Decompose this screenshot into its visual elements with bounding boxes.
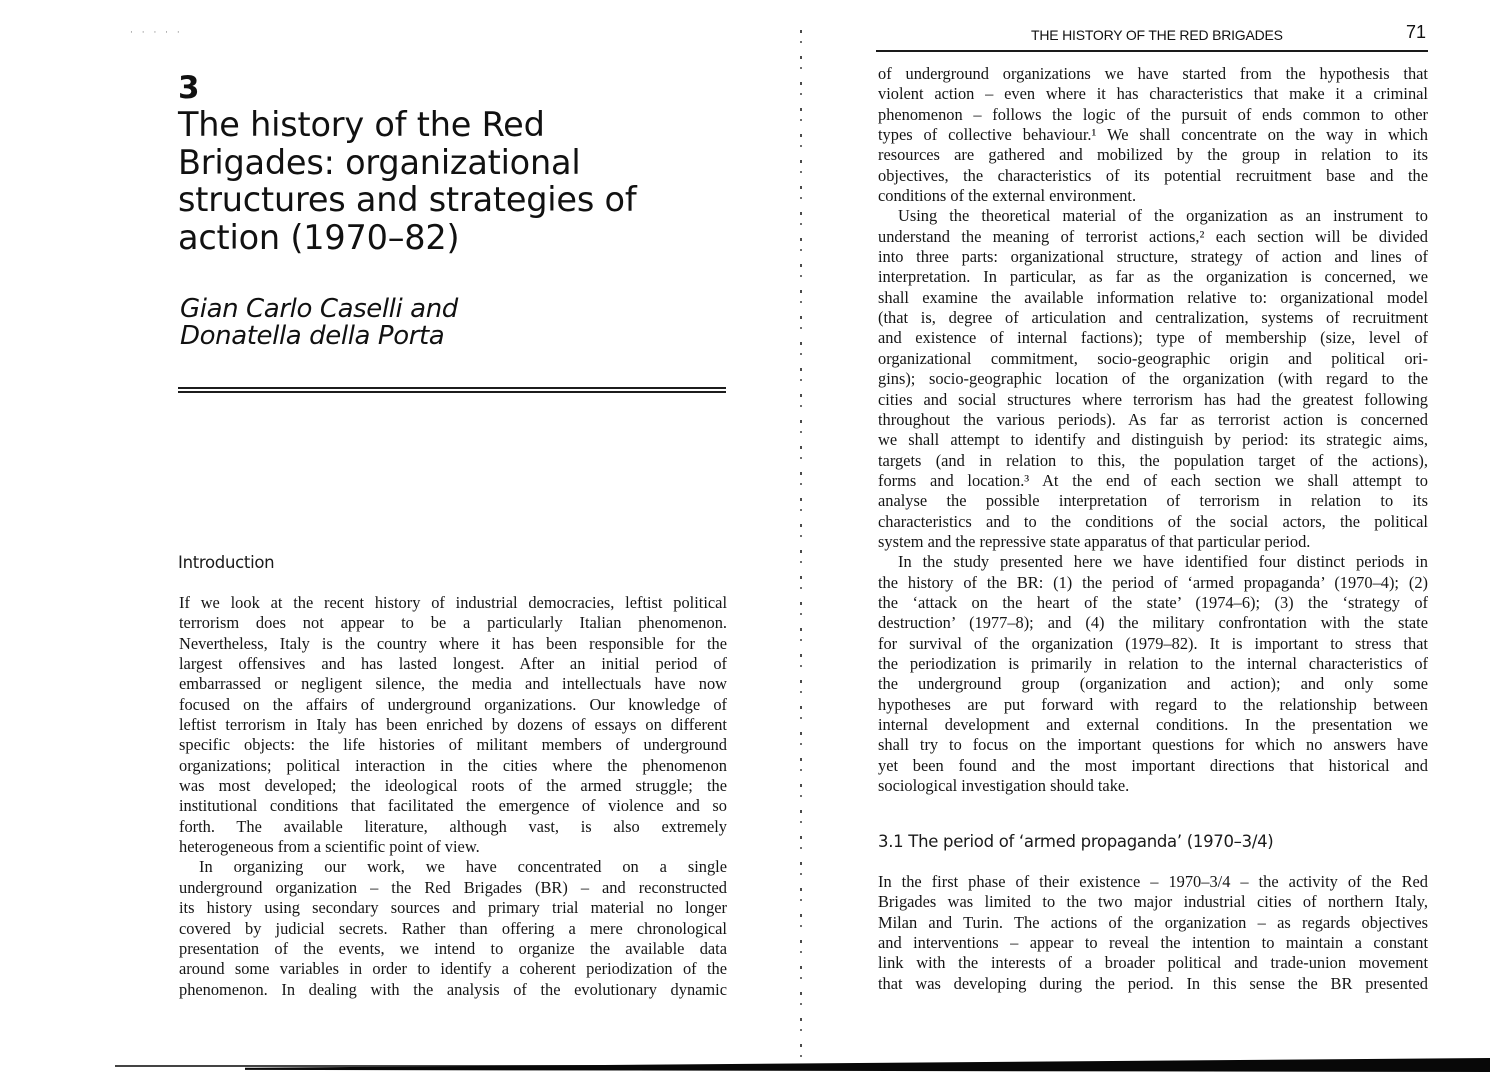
text-line: characteristics and to the conditions of the social actors, the political [878,511,1428,531]
text-line: of underground organizations we have started from the hypothesis that [878,64,1428,83]
text-line: underground organization – the Red Brigades (BR) – and reconstructed [179,877,727,897]
text-line: objectives, the characteristics of its potential recruitment base and the [878,165,1428,185]
text-line: around some variables in order to identify a coherent periodization of the [179,959,727,979]
text-line: Nevertheless, Italy is the country where it has been responsible for the [179,633,727,653]
text-line: embarrassed or negligent silence, the media and intellectuals have now [179,674,727,694]
chapter-title-line: structures and strategies of [178,180,637,219]
text-line: specific objects: the life histories of militant members of underground [179,735,727,755]
text-line: (that is, degree of articulation and centralization, systems of recruitment [878,308,1428,328]
right-page [800,0,1500,1090]
text-line: violent action – even where it has characteristics that make it a criminal [878,84,1428,104]
text-line: gins); socio-geographic location of the organization (with regard to the [878,369,1428,389]
text-line: its history using secondary sources and primary trial material no longer [179,898,727,918]
text-line: yet been found and the most important directions that historical and [878,755,1428,775]
section-heading-3-1: 3.1 The period of ‘armed propaganda’ (1970–3/4) [878,832,1274,851]
text-line: the ‘attack on the heart of the state’ (1974–6); (3) the ‘strategy of [878,592,1428,612]
text-line: institutional conditions that facilitated the emergence of violence and so [179,796,727,816]
text-line: cities and social structures where terrorism has had the greatest following [878,389,1428,409]
text-line: throughout the various periods). As far as terrorist action is concerned [878,409,1428,429]
text-line: leftist terrorism in Italy has been enriched by dozens of essays on different [179,715,727,735]
text-line: sociological investigation should take. [878,776,1130,796]
text-line: conditions of the external environment. [878,186,1137,206]
chapter-title-line: Brigades: organizational [178,142,581,182]
text-line: targets (and in relation to this, the population target of the actions), [878,450,1428,470]
right-body-text [878,64,1428,796]
section-heading-introduction: Introduction [178,553,275,572]
text-line: the history of the BR: (1) the period of ‘armed propaganda’ (1970–4); (2) [878,572,1428,592]
left-body-text [179,593,727,1000]
text-line: we shall attempt to identify and distinguish by period: its strategic aims, [878,430,1428,450]
title-double-rule [178,387,726,394]
page-number: 71 [1405,22,1426,42]
text-line: organizational commitment, socio-geographic origin and political ori- [878,348,1428,368]
chapter-number: 3 [178,70,200,106]
text-line: hypotheses are put forward with regard to the relationship between [878,694,1428,714]
text-line: was most developed; the ideological roots of the armed struggle; the [179,776,727,796]
text-line: largest offensives and has lasted longest. After an initial period of [179,654,727,674]
rule-line-bottom [178,391,726,393]
text-line: In the study presented here we have identified four distinct periods in [898,552,1428,572]
text-line: organizations; political interaction in the cities where the phenomenon [179,755,727,775]
text-line: and existence of internal factions); type of membership (size, level of [878,328,1428,348]
text-line: covered by judicial secrets. Rather than offering a mere chronological [179,918,727,938]
text-line: phenomenon. In dealing with the analysis of the evolutionary dynamic [179,979,727,999]
section-3-1-body-text [878,872,1428,994]
author-line: Donatella della Porta [180,321,445,351]
text-line: forth. The available literature, although vast, is also extremely [179,816,727,836]
text-line: the periodization is primarily in relation to the internal characteristics of [878,653,1428,673]
text-line: understand the meaning of terrorist actions,² each section will be divided [878,226,1428,246]
text-line: focused on the affairs of underground organizations. Our knowledge of [179,694,727,714]
text-line: the underground group (organization and action); and only some [878,674,1428,694]
text-line: In the first phase of their existence – 1970–3/4 – the activity of the Red [878,872,1428,891]
text-line: If we look at the recent history of industrial democracies, leftist political [179,593,727,612]
text-line: system and the repressive state apparatus of that particular period. [878,531,1311,551]
running-head-title: THE HISTORY OF THE RED BRIGADES [1031,27,1283,43]
text-line: internal development and external conditions. In the presentation we [878,715,1428,734]
chapter-title [178,106,718,256]
text-line: for survival of the organization (1979–82). It is important to stress that [878,633,1428,653]
text-line: phenomenon – follows the logic of the pursuit of ends common to other [878,104,1428,124]
rule-line-top [178,387,726,389]
text-line: resources are gathered and mobilized by the group in relation to its [878,145,1428,165]
text-line: In organizing our work, we have concentrated on a single [199,857,727,877]
text-line: destruction’ (1977–8); and (4) the military confrontation with the state [878,613,1428,633]
text-line: Milan and Turin. The actions of the organization – as regards objectives [878,912,1428,932]
text-line: types of collective behaviour.¹ We shall concentrate on the way in which [878,125,1428,145]
text-line: Using the theoretical material of the organization as an instrument to [898,206,1428,226]
text-line: shall try to focus on the important questions for which no answers have [878,735,1428,755]
text-line: Brigades was limited to the two major industrial cities of northern Italy, [878,892,1428,912]
text-line: forms and location.³ At the end of each section we shall attempt to [878,470,1428,490]
chapter-title-line: action (1970–82) [178,217,460,257]
text-line: link with the interests of a broader political and trade-union movement [878,953,1428,973]
author-line: Gian Carlo Caselli and [180,294,458,324]
chapter-title-line: The history of the Red [178,105,545,144]
scan-specks: · · · · · [130,28,183,38]
text-line: heterogeneous from a scientific point of view. [179,837,480,857]
scan-bottom-edge-shadow [115,1058,1490,1072]
text-line: interpretation. In particular, as far as the organization is concerned, we [878,267,1428,287]
text-line: into three parts: organizational structure, strategy of action and lines of [878,247,1428,267]
text-line: and interventions – appear to reveal the intention to maintain a constant [878,933,1428,953]
text-line: presentation of the events, we intend to organize the available data [179,938,727,958]
text-line: that was developing during the period. In this sense the BR presented [878,973,1428,993]
running-head [876,22,1428,52]
text-line: terrorism does not appear to be a particularly Italian phenomenon. [179,613,727,633]
text-line: shall examine the available information relative to: organizational model [878,287,1428,307]
text-line: analyse the possible interpretation of terrorism in relation to its [878,491,1428,511]
chapter-authors [180,296,458,350]
